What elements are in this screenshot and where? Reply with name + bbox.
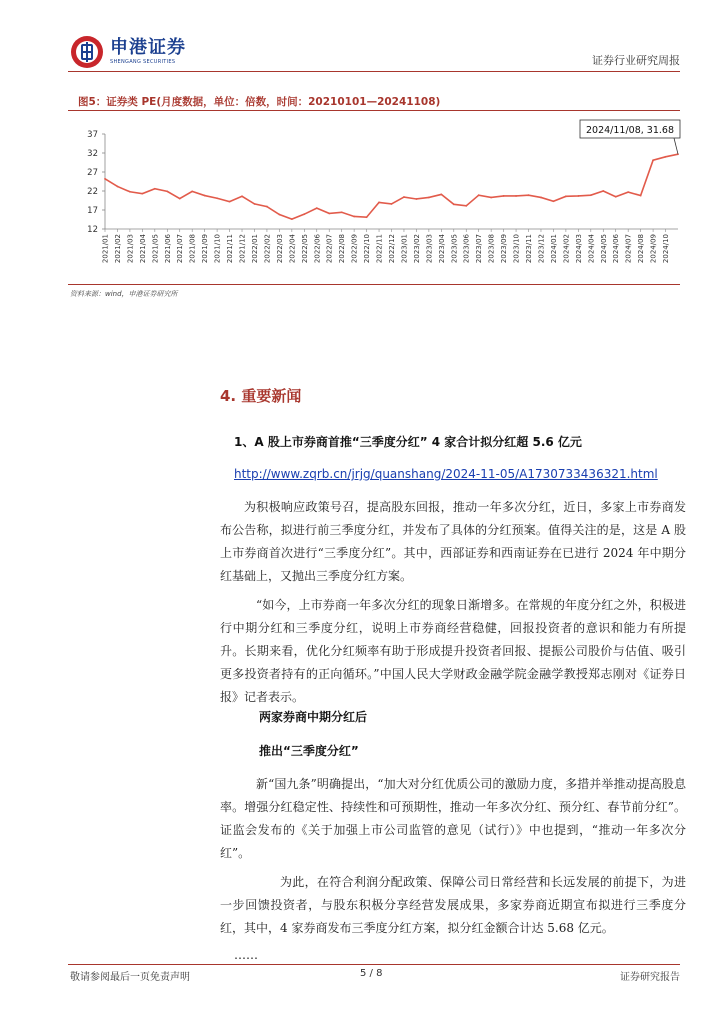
data-point	[328, 213, 330, 215]
news-paragraph: 为积极响应政策号召，提高股东回报，推动一年多次分红，近日，多家上市券商发布公告称，拟进行前三季度分红，并发布了具体的分红预案。值得关注的是，这是 A 股上市券商首次进行“三季度分红”。其中，西部证券和西南证券在已进行 2024 年中期分红基础上，又抛出三季度分红方案。	[220, 500, 686, 583]
data-point	[141, 193, 143, 195]
x-tick-label: 2023/02	[412, 234, 421, 264]
x-tick-label: 2023/10	[512, 234, 521, 264]
x-tick-label: 2023/03	[425, 234, 434, 264]
data-point	[615, 196, 617, 198]
pe-line-chart	[68, 112, 690, 282]
news-paragraph: 新“国九条”明确提出，“加大对分红优质公司的激励力度，多措并举推动提高股息率。增强分红稳定性、持续性和可预期性，推动一年多次分红、预分红、春节前分红”。证监会发布的《关于加强上市公司监管的意见（试行）》中也提到，“推动一年多次分红”。	[220, 777, 686, 860]
y-tick-label: 22	[87, 187, 98, 197]
x-tick-label: 2021/02	[113, 234, 122, 264]
data-point	[565, 195, 567, 197]
data-point	[154, 188, 156, 190]
data-point	[191, 190, 193, 192]
data-point	[478, 194, 480, 196]
x-tick-label: 2022/02	[263, 234, 272, 264]
data-point	[179, 198, 181, 200]
x-tick-label: 2021/07	[176, 234, 185, 264]
x-tick-label: 2023/04	[437, 234, 446, 264]
logo-name-en: SHENGANG SECURITIES	[110, 59, 176, 65]
figure-title: 图5：证券类 PE(月度数据，单位：倍数，时间：20210101—20241108)	[78, 96, 441, 108]
x-tick-label: 2024/07	[624, 234, 633, 264]
data-point	[391, 203, 393, 205]
data-point	[665, 156, 667, 158]
y-tick-label: 37	[87, 130, 98, 140]
news-subheading: 两家券商中期分红后	[259, 710, 368, 724]
x-tick-label: 2021/09	[201, 234, 210, 264]
data-point	[229, 201, 231, 203]
x-tick-label: 2022/11	[375, 234, 384, 264]
x-tick-label: 2024/08	[637, 234, 646, 264]
x-tick-label: 2021/03	[126, 234, 135, 264]
data-point	[416, 198, 418, 200]
data-point	[303, 213, 305, 215]
x-tick-label: 2022/07	[325, 234, 334, 264]
data-point	[341, 211, 343, 213]
x-tick-label: 2022/06	[313, 234, 322, 264]
annotation-label: 2024/11/08, 31.68	[586, 125, 674, 136]
data-point	[553, 200, 555, 202]
figure-bottom-divider	[68, 284, 680, 285]
data-point	[403, 196, 405, 198]
x-tick-label: 2022/09	[350, 234, 359, 264]
x-tick-label: 2021/08	[188, 234, 197, 264]
data-point	[528, 194, 530, 196]
x-tick-label: 2022/04	[288, 234, 297, 264]
data-point	[503, 195, 505, 197]
annotation-leader	[674, 138, 678, 154]
page-number: 5 / 8	[360, 968, 383, 979]
x-tick-label: 2024/04	[587, 234, 596, 264]
x-tick-label: 2023/06	[462, 234, 471, 264]
x-tick-label: 2022/05	[300, 234, 309, 264]
data-point	[515, 195, 517, 197]
y-tick-label: 17	[87, 206, 98, 216]
x-tick-label: 2023/05	[450, 234, 459, 264]
x-tick-label: 2021/01	[101, 234, 110, 264]
x-tick-label: 2024/10	[662, 234, 671, 264]
data-point	[266, 206, 268, 208]
x-tick-label: 2022/03	[275, 234, 284, 264]
x-tick-label: 2022/10	[363, 234, 372, 264]
y-tick-label: 12	[87, 225, 98, 235]
x-tick-label: 2023/09	[500, 234, 509, 264]
data-point	[254, 203, 256, 205]
news-source-link[interactable]: http://www.zqrb.cn/jrjg/quanshang/2024-11-05/A1730733436321.html	[234, 467, 658, 481]
x-tick-label: 2023/08	[487, 234, 496, 264]
data-point	[241, 195, 243, 197]
data-point	[104, 178, 106, 180]
y-tick-label: 27	[87, 168, 98, 178]
x-tick-label: 2023/01	[400, 234, 409, 264]
x-tick-label: 2023/12	[537, 234, 546, 264]
x-tick-label: 2024/02	[562, 234, 571, 264]
data-point	[166, 190, 168, 192]
pe-series-line	[105, 154, 678, 219]
x-tick-label: 2024/06	[612, 234, 621, 264]
x-tick-label: 2024/09	[649, 234, 658, 264]
data-point	[490, 197, 492, 199]
x-tick-label: 2023/11	[525, 234, 534, 264]
figure-source: 资料来源：wind，申港证券研究所	[70, 290, 178, 298]
x-tick-label: 2024/05	[599, 234, 608, 264]
data-point	[366, 216, 368, 218]
data-point	[278, 214, 280, 216]
footer-disclaimer: 敬请参阅最后一页免责声明	[70, 972, 190, 983]
data-point	[465, 205, 467, 207]
data-point	[204, 195, 206, 197]
x-tick-label: 2021/10	[213, 234, 222, 264]
data-point	[652, 159, 654, 161]
data-point	[353, 216, 355, 218]
data-point	[453, 203, 455, 205]
data-point	[216, 197, 218, 199]
ellipsis: ……	[234, 948, 258, 962]
data-point	[640, 195, 642, 197]
x-tick-label: 2021/12	[238, 234, 247, 264]
x-tick-label: 2024/01	[549, 234, 558, 264]
footer-divider	[68, 964, 680, 965]
logo-emblem-icon	[70, 35, 104, 69]
y-tick-label: 32	[87, 149, 98, 159]
document-type: 证券行业研究周报	[592, 54, 680, 67]
data-point	[627, 191, 629, 193]
x-tick-label: 2022/08	[338, 234, 347, 264]
news-paragraph: “如今，上市券商一年多次分红的现象日渐增多。在常规的年度分红之外，积极进行中期分红和三季度分红，说明上市券商经营稳健，回报投资者的意识和能力有所提升。长期来看，优化分红频率有助于形成提升投资者回报、提振公司股价与估值、吸引更多投资者持有的正向循环。”中国人民大学财政金融学院金融学教授郑志刚对《证券日报》记者表示。	[220, 598, 686, 704]
logo-name-cn: 申港证券	[110, 37, 186, 58]
x-tick-label: 2022/12	[388, 234, 396, 264]
section-title: 4. 重要新闻	[220, 387, 302, 405]
data-point	[602, 190, 604, 192]
x-tick-label: 2021/11	[226, 234, 235, 264]
data-point	[117, 186, 119, 188]
news-subheading: 推出“三季度分红”	[259, 744, 359, 758]
company-logo	[70, 34, 186, 70]
news-paragraph: 为此，在符合利润分配政策、保障公司日常经营和长远发展的前提下，为进一步回馈投资者，与股东积极分享经营发展成果，多家券商近期宣布拟进行三季度分红，其中，4 家券商发布三季度分红方案，拟分红金额合计达 5.68 亿元。	[220, 875, 686, 935]
data-point	[540, 197, 542, 199]
footer-report-type: 证券研究报告	[620, 972, 680, 983]
x-tick-label: 2021/05	[151, 234, 160, 264]
data-point	[428, 197, 430, 199]
data-point	[378, 202, 380, 204]
x-tick-label: 2021/04	[138, 234, 147, 264]
x-tick-label: 2021/06	[163, 234, 172, 264]
x-tick-label: 2022/01	[250, 234, 259, 264]
x-tick-label: 2024/03	[574, 234, 583, 264]
data-point	[577, 195, 579, 197]
data-point	[316, 207, 318, 209]
header-divider	[68, 71, 680, 72]
data-point	[590, 194, 592, 196]
data-point	[440, 194, 442, 196]
data-point	[129, 191, 131, 193]
x-tick-label: 2023/07	[475, 234, 484, 264]
news-headline: 1、A 股上市券商首推“三季度分红” 4 家合计拟分红超 5.6 亿元	[234, 435, 582, 449]
data-point	[291, 218, 293, 220]
figure-top-divider	[68, 110, 680, 111]
